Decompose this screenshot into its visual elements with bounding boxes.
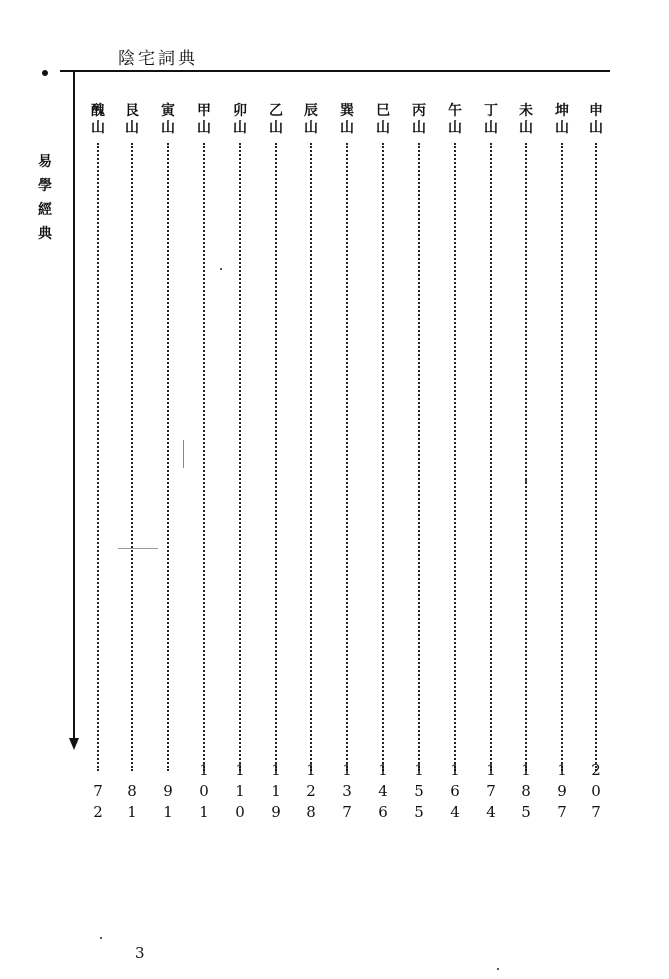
toc-entry bbox=[122, 103, 142, 137]
page-number-digit: 1 bbox=[486, 761, 496, 779]
page-number-digit: 1 bbox=[557, 761, 567, 779]
dot-leader bbox=[131, 143, 133, 771]
page-number-digit: 6 bbox=[378, 803, 388, 821]
dot-leader bbox=[382, 143, 384, 771]
folio-number: 3 bbox=[135, 944, 145, 962]
mountain-name bbox=[586, 103, 606, 137]
toc-entry bbox=[586, 103, 606, 137]
dot-leader bbox=[310, 143, 312, 771]
page-number bbox=[299, 760, 323, 823]
page-number-digit: 1 bbox=[306, 761, 316, 779]
mountain-name-char: 山 bbox=[484, 120, 498, 136]
mountain-name bbox=[194, 103, 214, 137]
mountain-name-char: 山 bbox=[125, 120, 139, 136]
page-number-digit: 9 bbox=[271, 803, 281, 821]
page-number-digit: 7 bbox=[557, 803, 567, 821]
page-number-digit: 2 bbox=[591, 761, 601, 779]
print-speck bbox=[525, 480, 527, 482]
print-speck bbox=[118, 548, 158, 549]
print-speck bbox=[220, 268, 222, 270]
mountain-name-char: 寅 bbox=[161, 103, 175, 119]
page-number bbox=[371, 760, 395, 823]
page-number bbox=[584, 760, 608, 823]
mountain-name bbox=[122, 103, 142, 137]
page-number-digit: 7 bbox=[93, 782, 103, 800]
mountain-name-char: 卯 bbox=[233, 103, 247, 119]
page-number-digit: 5 bbox=[521, 803, 531, 821]
page-number-digit: 7 bbox=[486, 782, 496, 800]
toc-entry bbox=[301, 103, 321, 137]
page-number bbox=[407, 760, 431, 823]
page-number-digit: 1 bbox=[199, 761, 209, 779]
page-number-digit: 5 bbox=[414, 782, 424, 800]
page-number-digit: 1 bbox=[450, 761, 460, 779]
mountain-name-char: 山 bbox=[269, 120, 283, 136]
page-number-digit: 1 bbox=[235, 761, 245, 779]
mountain-name bbox=[409, 103, 429, 137]
page-number-digit: 1 bbox=[127, 803, 137, 821]
mountain-name-char: 坤 bbox=[555, 103, 569, 119]
mountain-name-char: 醜 bbox=[91, 103, 105, 119]
page-number-digit: 1 bbox=[199, 803, 209, 821]
mountain-name bbox=[301, 103, 321, 137]
mountain-name bbox=[445, 103, 465, 137]
mountain-name-char: 申 bbox=[589, 103, 603, 119]
page-number-digit: 1 bbox=[271, 761, 281, 779]
mountain-name bbox=[230, 103, 250, 137]
page-number-digit: 1 bbox=[378, 761, 388, 779]
mountain-name-char: 山 bbox=[589, 120, 603, 136]
mountain-name-char: 辰 bbox=[304, 103, 318, 119]
side-title-char: 經 bbox=[38, 202, 52, 218]
page-number-digit bbox=[120, 760, 144, 781]
mountain-name-char: 山 bbox=[340, 120, 354, 136]
page-number-digit bbox=[86, 760, 110, 781]
toc-entry bbox=[516, 103, 536, 137]
mountain-name bbox=[337, 103, 357, 137]
mountain-name-char: 午 bbox=[448, 103, 462, 119]
page-number-digit: 0 bbox=[591, 782, 601, 800]
toc-entry bbox=[88, 103, 108, 137]
toc-entry bbox=[266, 103, 286, 137]
page-number-digit: 0 bbox=[199, 782, 209, 800]
page-number-digit: 1 bbox=[414, 761, 424, 779]
page-number-digit: 7 bbox=[591, 803, 601, 821]
page-number-digit: 2 bbox=[306, 782, 316, 800]
page-number-digit: 8 bbox=[306, 803, 316, 821]
toc-entry bbox=[552, 103, 572, 137]
mountain-name bbox=[516, 103, 536, 137]
mountain-name-char: 山 bbox=[555, 120, 569, 136]
page-number bbox=[443, 760, 467, 823]
page-number-digit: 4 bbox=[486, 803, 496, 821]
toc-entry bbox=[158, 103, 178, 137]
toc-entry bbox=[194, 103, 214, 137]
page-number-digit: 6 bbox=[450, 782, 460, 800]
dot-leader bbox=[203, 143, 205, 771]
toc-entry bbox=[409, 103, 429, 137]
vertical-rule bbox=[73, 70, 75, 740]
mountain-name bbox=[481, 103, 501, 137]
page-number bbox=[335, 760, 359, 823]
dot-leader bbox=[595, 143, 597, 771]
mountain-name-char: 山 bbox=[304, 120, 318, 136]
mountain-name-char: 未 bbox=[519, 103, 533, 119]
mountain-name-char: 山 bbox=[197, 120, 211, 136]
mountain-name-char: 艮 bbox=[125, 103, 139, 119]
toc-entry bbox=[481, 103, 501, 137]
toc-entry bbox=[337, 103, 357, 137]
page-number-digit: 1 bbox=[235, 782, 245, 800]
page-number-digit: 0 bbox=[235, 803, 245, 821]
dot-leader bbox=[275, 143, 277, 771]
dot-leader bbox=[454, 143, 456, 771]
mountain-name-char: 乙 bbox=[269, 103, 283, 119]
mountain-name bbox=[88, 103, 108, 137]
print-speck bbox=[100, 937, 102, 939]
page-number-digit: 1 bbox=[163, 803, 173, 821]
dot-leader bbox=[525, 143, 527, 771]
dot-leader bbox=[490, 143, 492, 771]
mountain-name-char: 山 bbox=[412, 120, 426, 136]
side-title bbox=[35, 150, 55, 246]
dot-leader bbox=[346, 143, 348, 771]
side-title-char: 典 bbox=[38, 226, 52, 242]
mountain-name-char: 巳 bbox=[376, 103, 390, 119]
page-number-digit: 1 bbox=[342, 761, 352, 779]
mountain-name-char: 丙 bbox=[412, 103, 426, 119]
page-number-digit: 4 bbox=[450, 803, 460, 821]
page-number bbox=[120, 760, 144, 823]
page-number-digit: 8 bbox=[127, 782, 137, 800]
toc-entry bbox=[230, 103, 250, 137]
page-number-digit: 4 bbox=[378, 782, 388, 800]
mountain-name-char: 山 bbox=[448, 120, 462, 136]
page-number-digit: 2 bbox=[93, 803, 103, 821]
page-number-digit: 1 bbox=[271, 782, 281, 800]
dot-leader bbox=[239, 143, 241, 771]
page-number bbox=[479, 760, 503, 823]
page-number bbox=[192, 760, 216, 823]
toc-entry bbox=[373, 103, 393, 137]
page-number-digit: 9 bbox=[163, 782, 173, 800]
print-speck bbox=[497, 968, 499, 970]
side-title-char: 易 bbox=[38, 154, 52, 170]
mountain-name bbox=[158, 103, 178, 137]
print-speck bbox=[183, 440, 184, 468]
page-number-digit: 9 bbox=[557, 782, 567, 800]
page-number bbox=[86, 760, 110, 823]
mountain-name bbox=[373, 103, 393, 137]
mountain-name bbox=[552, 103, 572, 137]
mountain-name-char: 甲 bbox=[197, 103, 211, 119]
mountain-name-char: 山 bbox=[519, 120, 533, 136]
page-number-digit: 3 bbox=[342, 782, 352, 800]
mountain-name-char: 巽 bbox=[340, 103, 354, 119]
mountain-name-char: 丁 bbox=[484, 103, 498, 119]
mountain-name-char: 山 bbox=[233, 120, 247, 136]
mountain-name-char: 山 bbox=[91, 120, 105, 136]
mountain-name-char: 山 bbox=[376, 120, 390, 136]
arrow-down-icon bbox=[69, 738, 79, 750]
page-number bbox=[228, 760, 252, 823]
dot-leader bbox=[561, 143, 563, 771]
page-number bbox=[264, 760, 288, 823]
dot-leader bbox=[167, 143, 169, 771]
dot-leader bbox=[418, 143, 420, 771]
page-number bbox=[514, 760, 538, 823]
dot-leader bbox=[97, 143, 99, 771]
mountain-name-char: 山 bbox=[161, 120, 175, 136]
page-number bbox=[550, 760, 574, 823]
header-dot bbox=[42, 70, 48, 76]
page-number-digit: 8 bbox=[521, 782, 531, 800]
toc-entry bbox=[445, 103, 465, 137]
side-title-char: 學 bbox=[38, 178, 52, 194]
page-number bbox=[156, 760, 180, 823]
header-rule bbox=[60, 70, 610, 72]
page-number-digit bbox=[156, 760, 180, 781]
mountain-name bbox=[266, 103, 286, 137]
page-number-digit: 5 bbox=[414, 803, 424, 821]
page-number-digit: 7 bbox=[342, 803, 352, 821]
book-title: 陰宅詞典 bbox=[118, 49, 198, 69]
page-number-digit: 1 bbox=[521, 761, 531, 779]
